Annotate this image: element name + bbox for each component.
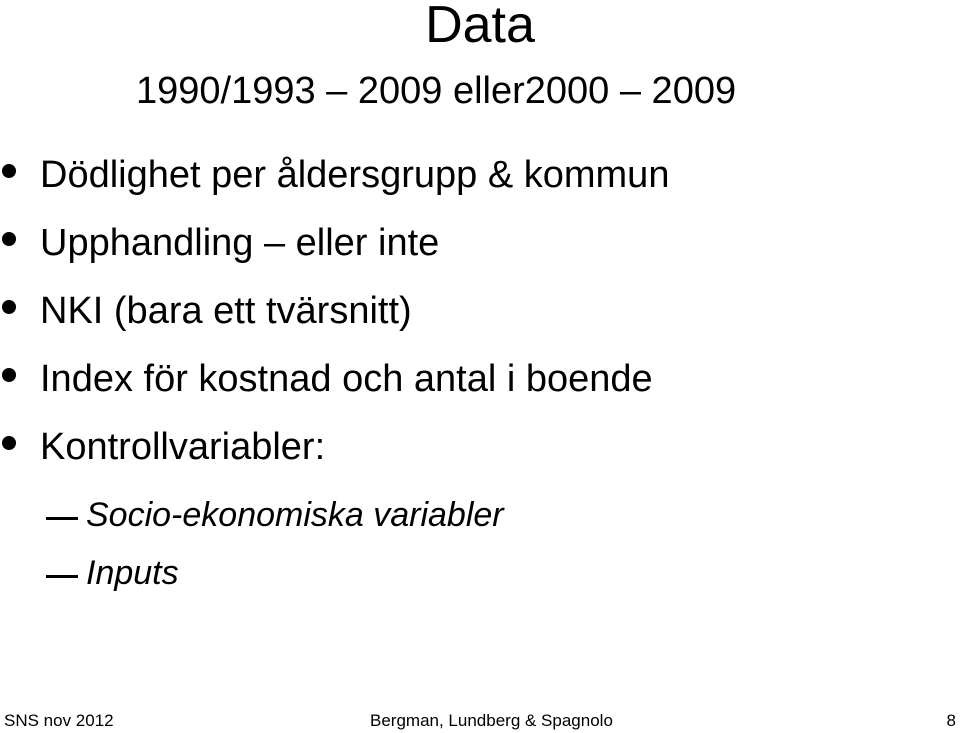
sub-bullet-text: Inputs [86,554,179,592]
bullet-text: Dödlighet per åldersgrupp & kommun [40,154,670,196]
bullet-dot-icon [2,232,16,246]
bullet-dot-icon [2,368,16,382]
dash-icon [46,575,78,578]
slide-subtitle: 1990/1993 – 2009 eller2000 – 2009 [136,70,737,112]
bullet-dot-icon [2,436,16,450]
footer-authors: Bergman, Lundberg & Spagnolo [370,711,613,730]
slide-title: Data [425,0,535,54]
bullet-text: Index för kostnad och antal i boende [40,358,653,400]
dash-icon [46,517,78,520]
bullet-text: NKI (bara ett tvärsnitt) [40,290,412,332]
bullet-dot-icon [2,164,16,178]
sub-bullet-text: Socio-ekonomiska variabler [86,496,504,534]
page-number: 8 [946,711,956,730]
bullet-dot-icon [2,300,16,314]
footer-date: SNS nov 2012 [4,711,114,730]
bullet-text: Kontrollvariabler: [40,426,326,468]
bullet-text: Upphandling – eller inte [40,222,440,264]
